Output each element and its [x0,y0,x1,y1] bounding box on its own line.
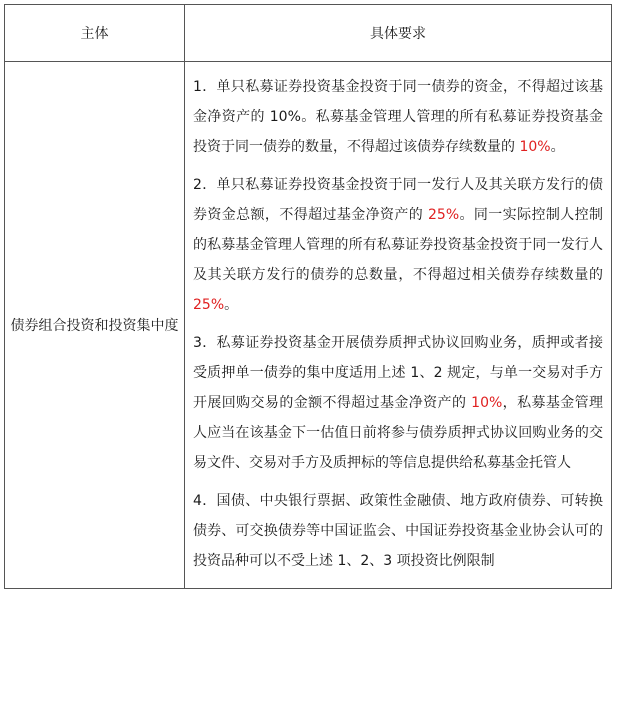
requirement-text: 4．国债、中央银行票据、政策性金融债、地方政府债券、可转换债券、可交换债券等中国证监会、中国证券投资基金业协会认可的投资品种可以不受上述 1、2、3 项投资比例限制 [193,493,603,569]
requirement-text: 。 [224,297,239,313]
requirement-cell [185,62,612,589]
table-header-row [5,5,612,62]
requirement-text: 2．单只私募证券投资基金投资于同一发行人及其关联方发行的债券资金总额，不得超过基金净资产的 [193,177,603,223]
requirement-item-4 [193,486,603,576]
requirement-text: ，私募基金管理人应当在该基金下一估值日前将参与债券质押式协议回购业务的交易文件、交易对手方及质押标的等信息提供给私募基金托管人 [193,395,603,471]
header-requirement: 具体要求 [185,5,612,62]
requirement-item-1 [193,72,603,162]
highlight-percent: 10% [471,395,503,411]
highlight-percent: 25% [428,207,460,223]
requirement-item-2 [193,170,603,320]
highlight-percent: 10% [519,139,551,155]
requirements-table [4,4,612,589]
requirement-text: 。同一实际控制人控制的私募基金管理人管理的所有私募证券投资基金投资于同一发行人及其关联方发行的债券的总数量，不得超过相关债券存续数量的 [193,207,604,283]
requirement-text: 。 [550,139,565,155]
subject-cell: 债券组合投资和投资集中度 [5,62,185,589]
requirement-item-3 [193,328,603,478]
requirement-text: 1．单只私募证券投资基金投资于同一债券的资金，不得超过该基金净资产的 10%。私募基金管理人管理的所有私募证券投资基金投资于同一债券的数量，不得超过该债券存续数量的 [193,79,603,155]
highlight-percent: 25% [193,297,225,313]
table-row [5,62,612,589]
requirement-text: 3．私募证券投资基金开展债券质押式协议回购业务，质押或者接受质押单一债券的集中度适用上述 1、2 规定，与单一交易对手方开展回购交易的金额不得超过基金净资产的 [193,335,603,411]
header-subject: 主体 [5,5,185,62]
